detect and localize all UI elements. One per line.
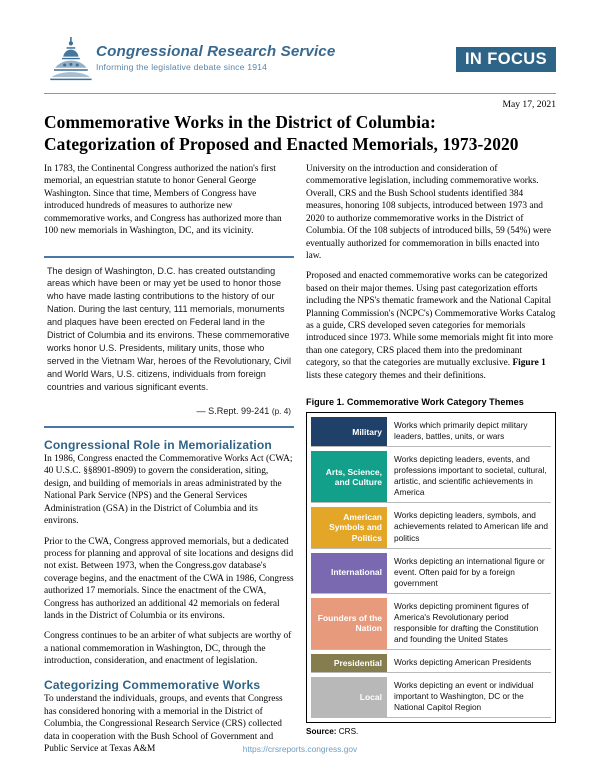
intro-paragraph: In 1783, the Continental Congress authorized the nation's first memorial, an equestrian statute to honor General George Washington. Since that time, Members of Congress have introduced hundreds of measures to authorize new commemorative works, and Congress has authorized more than 100 new memorials in Washington, DC, and its vicinity. bbox=[44, 164, 282, 237]
category-swatch-founders-of-the-nation: Founders of the Nation bbox=[311, 598, 387, 649]
category-swatch-arts-science-culture: Arts, Science, and Culture bbox=[311, 451, 387, 502]
category-definition-founders-of-the-nation: Works depicting prominent figures of America's Revolutionary period responsible for drafting the Constitution and founding the United States bbox=[394, 600, 539, 644]
footer-url[interactable]: https://crsreports.congress.gov bbox=[242, 744, 358, 754]
pull-quote-citation-source: — S.Rept. 99-241 bbox=[196, 405, 270, 416]
section1-paragraph-3: Congress continues to be an arbiter of what subjects are worthy of a national commemoration in Washington, DC, through the introduction, consideration, and enactment of legislation. bbox=[44, 631, 292, 667]
pull-quote-text: The design of Washington, D.C. has created outstanding areas which have been or may yet be used to honor those who have made lasting contributions to the history of our Nation. During the last century, 111 memorials, monuments and plaques have been erected on Federal land in the District of Columbia and its environs. These commemorative works honor U.S. Presidents, military units, those who served in the Vietnam War, heroes of the Revolutionary, Civil and World Wars, U.S. citizens, individuals from foreign countries and various significant events. bbox=[47, 265, 291, 392]
category-definition-local: Works depicting an event or individual important to Washington, DC or the National Capitol Region bbox=[394, 679, 534, 712]
section1-paragraph-1: In 1986, Congress enacted the Commemorative Works Act (CWA; 40 U.S.C. §§8901-8909) to govern the consideration, siting, design, and building of memorials in areas administrated by the National Park Service (NPS) and the General Services Administration (GSA) in the District of Columbia and its environs. bbox=[44, 454, 293, 527]
section-heading-congressional-role: Congressional Role in Memorialization bbox=[44, 437, 272, 452]
crs-logo bbox=[44, 36, 336, 88]
pull-quote-citation bbox=[47, 405, 291, 418]
page-title bbox=[44, 112, 556, 156]
crs-brand-text bbox=[96, 44, 335, 72]
right-paragraph-2 bbox=[306, 270, 556, 382]
in-focus-badge: IN FOCUS bbox=[456, 47, 556, 72]
figure-source-label: Source: bbox=[306, 726, 337, 736]
crs-brand-name: Congressional Research Service bbox=[96, 43, 336, 60]
table-row bbox=[311, 507, 551, 548]
section2-paragraph-1: To understand the individuals, groups, and events that Congress has considered honoring with a memorial in the District of Columbia, the Congressional Research Service (CRS) collected data in cooperation with the Bush School of Government and Public Service at Texas A&M bbox=[44, 694, 283, 754]
table-row bbox=[311, 677, 551, 718]
masthead-divider bbox=[44, 93, 556, 94]
category-definition-military: Works which primarily depict military leaders, battles, units, or wars bbox=[394, 420, 528, 442]
section-heading-categorizing: Categorizing Commemorative Works bbox=[44, 677, 261, 692]
table-row bbox=[311, 553, 551, 594]
left-column bbox=[44, 163, 294, 763]
table-row bbox=[311, 598, 551, 650]
crs-brand-tagline: Informing the legislative debate since 1914 bbox=[96, 61, 268, 72]
figure-source bbox=[306, 727, 556, 738]
pull-quote bbox=[44, 256, 294, 428]
right-paragraph-2-part-b: lists these category themes and their definitions. bbox=[306, 370, 486, 381]
section1-paragraph-2: Prior to the CWA, Congress approved memorials, but a dedicated process for planning and approval of site locations and designs did not exist. Between 1973, when the Congress.gov database's coverage begins, and the enactment of the CWA in 1986, Congress authorized 17 memorials. Since the enactment of the CWA, Congress has authorized an additional 42 memorials on federal lands in the District of Columbia or its environs. bbox=[44, 536, 294, 622]
table-row bbox=[311, 654, 551, 673]
capitol-dome-icon bbox=[48, 36, 94, 82]
figure-table bbox=[306, 412, 556, 723]
page-title-line-1: Commemorative Works in the District of Columbia: bbox=[44, 112, 436, 132]
masthead bbox=[44, 36, 556, 94]
document-date: May 17, 2021 bbox=[502, 99, 556, 110]
figure-source-value: CRS. bbox=[338, 726, 359, 736]
figure-1 bbox=[306, 396, 556, 738]
figure-title: Figure 1. Commemorative Work Category Themes bbox=[306, 397, 524, 408]
page-title-line-2: Categorization of Proposed and Enacted Memorials, 1973-2020 bbox=[44, 133, 519, 154]
category-swatch-local: Local bbox=[311, 677, 387, 717]
category-definition-american-symbols-politics: Works depicting leaders, symbols, and achievements related to American life and politics bbox=[394, 510, 549, 543]
category-swatch-international: International bbox=[311, 553, 387, 593]
category-definition-international: Works depicting an international figure or event. Often paid for by a foreign government bbox=[394, 555, 545, 588]
figure-reference: Figure 1 bbox=[512, 358, 546, 369]
category-definition-arts-science-culture: Works depicting leaders, events, and professions important to societal, cultural, artistic, and scientific achievements in America bbox=[394, 454, 547, 498]
right-paragraph-2-part-a: Proposed and enacted commemorative works can be categorized based on their major themes. Using past categorization efforts including the NPS's thematic framework and the National Capital Planning Commission's (NCPC's) Commemorative Works Catalog as a guide, CRS developed seven categories for memorials introduced since 1973. While some memorials might fit into more than one category, CRS placed them into the predominant category, so that the categories are mutually exclusive. bbox=[306, 271, 556, 369]
right-column bbox=[306, 163, 556, 738]
table-row bbox=[311, 451, 551, 503]
table-row bbox=[311, 417, 551, 447]
category-swatch-presidential: Presidential bbox=[311, 654, 387, 672]
category-swatch-military: Military bbox=[311, 417, 387, 446]
category-definition-presidential: Works depicting American Presidents bbox=[394, 656, 532, 667]
category-swatch-american-symbols-politics: American Symbols and Politics bbox=[311, 507, 387, 547]
pull-quote-citation-page: (p. 4) bbox=[271, 406, 291, 416]
right-paragraph-1: University on the introduction and consideration of commemorative legislation, including commemorative works. Overall, CRS and the Bush School students identified 384 measures, honoring 108 subjects, introduced between 1973 and 2020 to authorize commemorative works in the District of Columbia. Of the 108 subjects of introduced bills, 59 (54%) were eventually authorized for commemoration in bills enacted into law. bbox=[306, 164, 551, 261]
